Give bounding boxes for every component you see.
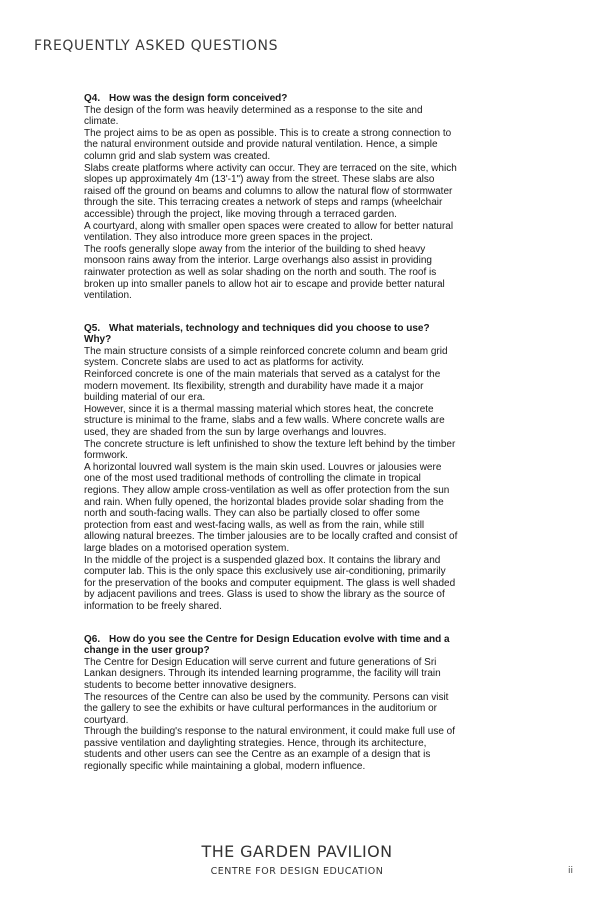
answer-paragraph: The Centre for Design Education will serve current and future generations of Sri Lankan designers. Through its intended learning programme, the facility will train students to become better innovative designers. [84,656,441,691]
answer-paragraph: However, since it is a thermal massing material which stores heat, the concrete structure is minimal to the frame, slabs and a few walls. Where concrete walls are used, they are shaded from the sun by large overhangs and louvres. [84,403,445,439]
answer-paragraph: Through the building's response to the natural environment, it could make full use of passive ventilation and daylighting strategies. Hence, through its architecture, students and other users can see the Centre as an example of a design that is regionally specific while maintaining a global, modern influence. [84,726,456,773]
question-text: How do you see the Centre for Design Education evolve with time and a change in the user group? [84,633,450,657]
question-text: What materials, technology and techniques did you choose to use? Why? [84,322,430,346]
faq-item-q6 [84,634,459,773]
footer-project-subtitle: CENTRE FOR DESIGN EDUCATION [210,866,384,877]
answer-paragraph: The concrete structure is left unfinished to show the texture left behind by the timber formwork. [84,438,456,462]
question-heading [84,634,459,657]
answer-paragraph: The design of the form was heavily determined as a response to the site and climate. [84,104,423,128]
footer-project-title: THE GARDEN PAVILION [201,842,393,861]
faq-item-q4 [84,93,459,302]
answer-paragraph: The resources of the Centre can also be used by the community. Persons can visit the gallery to see the exhibits or have cultural performances in the auditorium or courtyard. [84,691,449,726]
question-number: Q5. [84,322,101,334]
question-text: How was the design form conceived? [109,93,288,104]
faq-item-q5 [84,323,459,613]
page-header-title: FREQUENTLY ASKED QUESTIONS [34,38,279,54]
question-number: Q4. [84,93,101,104]
answer-paragraph: In the middle of the project is a suspended glazed box. It contains the library and computer lab. This is the only space this exclusively use air-conditioning, primarily for the preservation of the books and computer equipment. The glass is well shaded by adjacent pavilions and trees. Glass is used to show the library as the source of information to be freely shared. [84,554,456,612]
faq-content [84,93,459,773]
answer-paragraph: The main structure consists of a simple reinforced concrete column and beam grid system. Concrete slabs are used to act as platforms for activity. [84,345,448,369]
answer-paragraph: The project aims to be as open as possible. This is to create a strong connection to the natural environment outside and provide natural ventilation. Hence, a simple column grid and slab system was created. [84,127,452,162]
answer-paragraph: Reinforced concrete is one of the main materials that served as a catalyst for the modern movement. Its flexibility, strength and durability have made it a major building material of our era. [84,369,441,404]
question-heading [84,93,459,105]
page-number: ii [568,866,574,876]
answer-paragraph: Slabs create platforms where activity can occur. They are terraced on the site, which slopes up approximately 4m (13'-1") away from the street. These slabs are also raised off the ground on beams and columns to allow the natural flow of stormwater through the site. This terracing creates a network of steps and ramps (wheelchair accessible) through the project, like moving through a terraced garden. [84,162,457,220]
answer-paragraph: A horizontal louvred wall system is the main skin used. Louvres or jalousies were one of the most used traditional methods of controlling the climate in tropical regions. They allow ample cross-ventilation as well as offer protection from the sun and rain. When fully opened, the horizontal blades provide solar shading from the north and south-facing walls. They can also be partially closed to offer some protection from east and west-facing walls, as well as from the rain, while still allowing natural breezes. The timber jalousies are to be locally crafted and consist of large blades on a motorised operation system. [84,461,458,554]
question-number: Q6. [84,633,101,645]
question-heading [84,323,459,346]
answer-paragraph: A courtyard, along with smaller open spaces were created to allow for better natural ventilation. They also introduce more green spaces in the project. [84,220,454,244]
answer-paragraph: The roofs generally slope away from the interior of the building to shed heavy monsoon rains away from the interior. Large overhangs also assist in providing rainwater protection as well as solar shading on the north and south. The roof is broken up into smaller panels to allow hot air to escape and provide better natural ventilation. [84,243,445,302]
